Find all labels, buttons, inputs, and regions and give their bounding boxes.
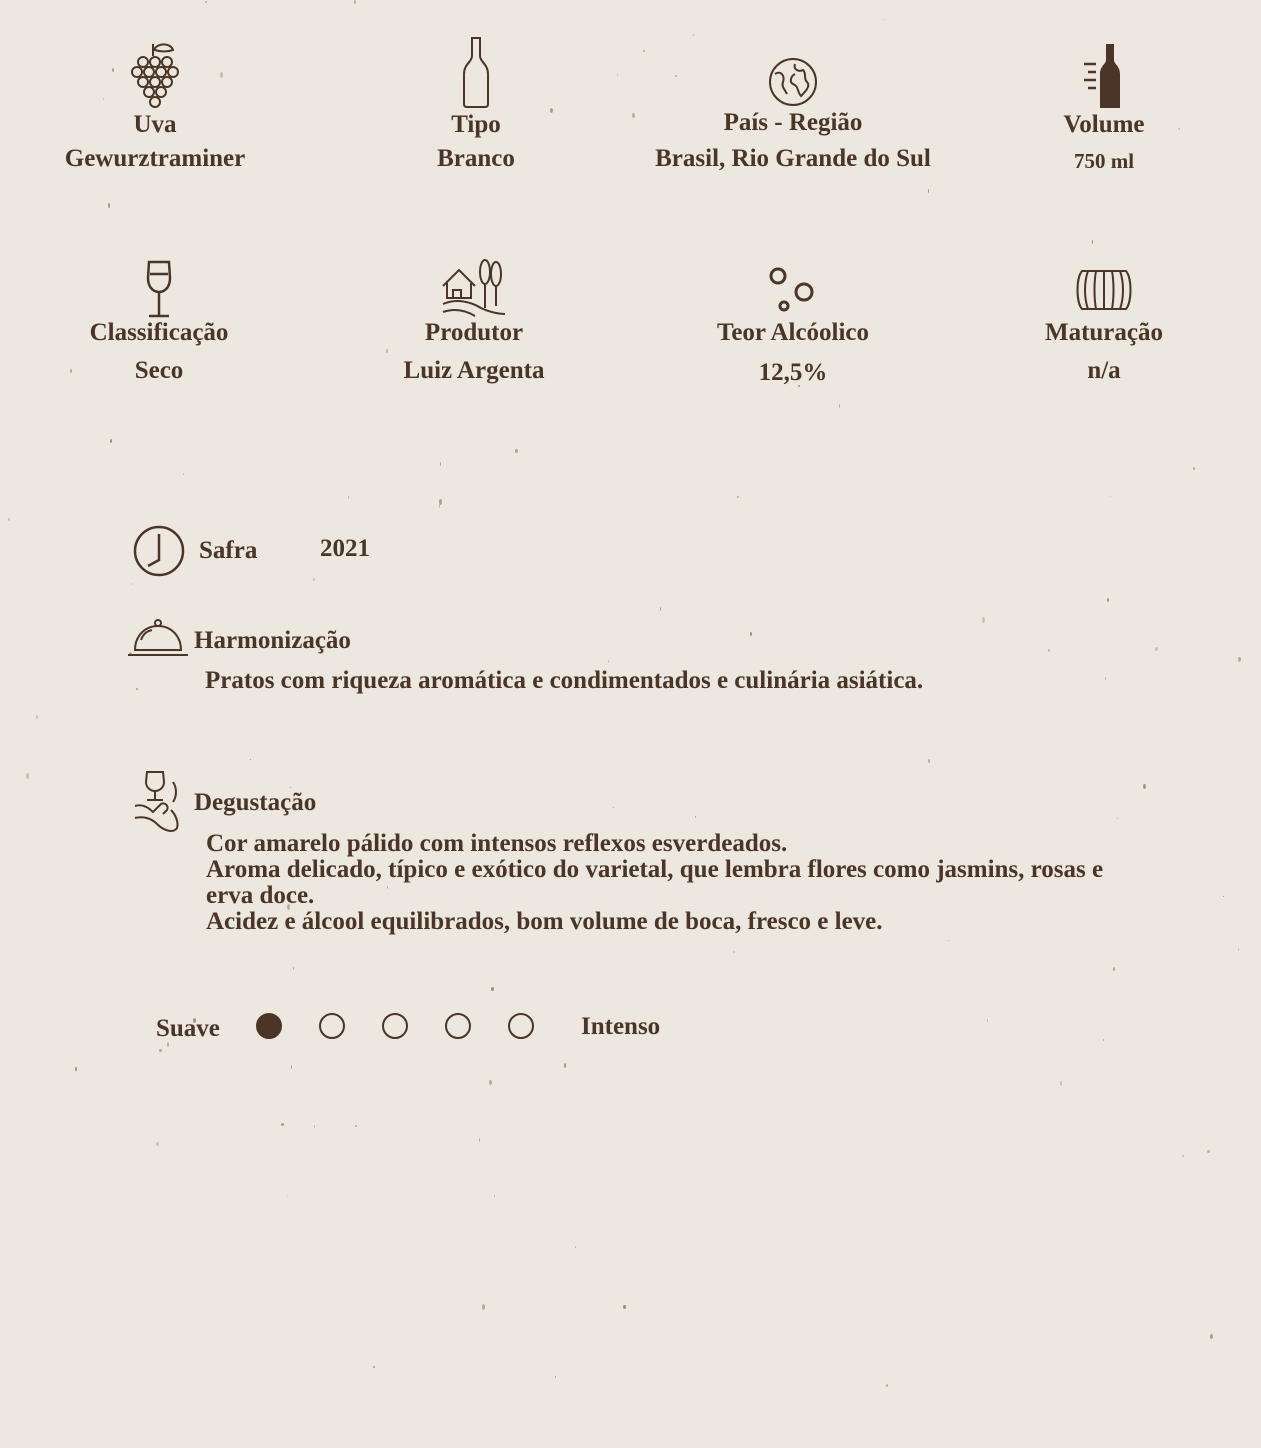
attr-produtor bbox=[324, 258, 624, 390]
attr-value: n/a bbox=[1087, 357, 1121, 384]
paper-speck bbox=[440, 462, 441, 466]
paper-speck bbox=[373, 1366, 375, 1368]
harmonizacao-section bbox=[127, 618, 1127, 708]
paper-speck bbox=[1060, 1081, 1062, 1086]
paper-speck bbox=[928, 759, 930, 763]
paper-speck bbox=[623, 1305, 626, 1309]
paper-speck bbox=[8, 518, 10, 521]
paper-speck bbox=[287, 1195, 288, 1196]
paper-speck bbox=[839, 404, 840, 408]
intensity-left-label: Suave bbox=[156, 1015, 220, 1042]
attr-label: País - Região bbox=[723, 109, 863, 136]
paper-speck bbox=[36, 715, 38, 719]
intensity-dot bbox=[319, 1013, 345, 1039]
intensity-right-label: Intenso bbox=[581, 1013, 661, 1040]
wine-glass-icon bbox=[9, 260, 309, 320]
paper-speck bbox=[1223, 896, 1224, 897]
attr-value: Gewurztraminer bbox=[64, 145, 246, 172]
paper-speck bbox=[205, 1, 207, 3]
paper-speck bbox=[564, 1063, 566, 1068]
attr-tipo bbox=[326, 36, 626, 180]
attr-volume bbox=[954, 42, 1254, 180]
paper-speck bbox=[1107, 598, 1109, 602]
paper-speck bbox=[1207, 1150, 1210, 1153]
paper-speck bbox=[928, 189, 929, 193]
attr-classificacao bbox=[9, 260, 309, 390]
paper-speck bbox=[1238, 657, 1241, 662]
intensity-dot bbox=[445, 1013, 471, 1039]
paper-speck bbox=[1182, 1155, 1184, 1157]
paper-speck bbox=[156, 1142, 159, 1146]
paper-speck bbox=[737, 496, 739, 498]
attr-teor bbox=[643, 266, 943, 390]
bottle-outline-icon bbox=[326, 36, 626, 108]
degustacao-section bbox=[133, 768, 1143, 948]
intensity-dots bbox=[256, 1013, 546, 1043]
bottle-volume-icon bbox=[954, 42, 1254, 110]
attr-value: Branco bbox=[437, 145, 515, 172]
paper-speck bbox=[1155, 647, 1158, 651]
clock-icon bbox=[132, 524, 186, 583]
paper-speck bbox=[482, 1304, 485, 1310]
degustacao-line-palate: Acidez e álcool equilibrados, bom volume de boca, fresco e leve. bbox=[206, 908, 883, 935]
paper-speck bbox=[643, 50, 645, 52]
paper-speck bbox=[479, 1138, 480, 1142]
paper-speck bbox=[886, 1384, 888, 1387]
grape-icon bbox=[5, 40, 305, 110]
paper-speck bbox=[348, 496, 349, 499]
attr-uva bbox=[5, 40, 305, 180]
paper-speck bbox=[439, 499, 442, 505]
barrel-icon bbox=[954, 268, 1254, 312]
paper-speck bbox=[183, 473, 184, 475]
attr-value: Brasil, Rio Grande do Sul bbox=[655, 145, 931, 172]
attr-label: Volume bbox=[1063, 111, 1145, 138]
intensity-dot bbox=[256, 1013, 282, 1039]
paper-speck bbox=[281, 1123, 284, 1126]
attr-maturacao bbox=[954, 268, 1254, 390]
paper-speck bbox=[575, 1246, 576, 1248]
safra-value: 2021 bbox=[320, 535, 370, 562]
paper-speck bbox=[293, 967, 294, 970]
paper-speck bbox=[491, 987, 494, 991]
paper-speck bbox=[355, 1125, 357, 1127]
paper-speck bbox=[733, 951, 735, 953]
harmonizacao-text: Pratos com riqueza aromática e condimentados e culinária asiática. bbox=[205, 667, 924, 694]
paper-speck bbox=[108, 203, 110, 208]
intensity-scale bbox=[156, 1008, 676, 1052]
attr-label: Maturação bbox=[1044, 319, 1164, 346]
globe-icon bbox=[618, 56, 968, 108]
tasting-hand-icon bbox=[133, 768, 183, 841]
attr-label: Classificação bbox=[89, 319, 229, 346]
attr-label: Uva bbox=[133, 111, 177, 138]
paper-speck bbox=[250, 759, 251, 760]
paper-speck bbox=[693, 34, 694, 36]
attr-pais bbox=[618, 56, 968, 180]
safra-label: Safra bbox=[199, 537, 258, 564]
paper-speck bbox=[1113, 967, 1115, 971]
safra-section bbox=[132, 524, 452, 580]
paper-speck bbox=[110, 439, 112, 443]
degustacao-line-color: Cor amarelo pálido com intensos reflexos esverdeados. bbox=[206, 830, 788, 857]
paper-speck bbox=[884, 19, 885, 20]
attr-value: 12,5% bbox=[758, 359, 828, 386]
paper-speck bbox=[131, 583, 132, 585]
attr-value: Seco bbox=[134, 357, 184, 384]
paper-speck bbox=[1110, 496, 1111, 497]
intensity-dot bbox=[382, 1013, 408, 1039]
paper-speck bbox=[26, 773, 29, 779]
attr-value: 750 ml bbox=[1073, 149, 1135, 173]
paper-speck bbox=[1210, 1334, 1213, 1339]
paper-speck bbox=[1103, 1039, 1104, 1041]
degustacao-text bbox=[206, 831, 1141, 935]
paper-speck bbox=[489, 1080, 492, 1085]
winery-icon bbox=[324, 258, 624, 318]
intensity-dot bbox=[508, 1013, 534, 1039]
cloche-icon bbox=[127, 618, 189, 663]
paper-speck bbox=[515, 449, 518, 453]
paper-speck bbox=[1238, 948, 1239, 951]
paper-speck bbox=[660, 607, 661, 611]
paper-speck bbox=[291, 1065, 292, 1069]
paper-speck bbox=[1143, 784, 1146, 789]
paper-speck bbox=[555, 1376, 556, 1378]
paper-speck bbox=[75, 1067, 77, 1071]
paper-speck bbox=[354, 0, 356, 4]
paper-speck bbox=[314, 1125, 315, 1128]
attr-value: Luiz Argenta bbox=[403, 357, 545, 384]
harmonizacao-title: Harmonização bbox=[194, 627, 351, 654]
attr-label: Tipo bbox=[451, 111, 501, 138]
degustacao-title: Degustação bbox=[194, 789, 317, 816]
attr-label: Teor Alcóolico bbox=[716, 319, 870, 346]
degustacao-line-aroma: Aroma delicado, típico e exótico do varietal, que lembra flores como jasmins, rosas e erva doce. bbox=[206, 856, 1104, 909]
bubbles-icon bbox=[643, 266, 943, 314]
paper-speck bbox=[1193, 467, 1195, 470]
paper-speck bbox=[1092, 240, 1093, 244]
paper-speck bbox=[987, 1019, 988, 1022]
paper-speck bbox=[494, 1195, 495, 1197]
attr-label: Produtor bbox=[424, 319, 524, 346]
